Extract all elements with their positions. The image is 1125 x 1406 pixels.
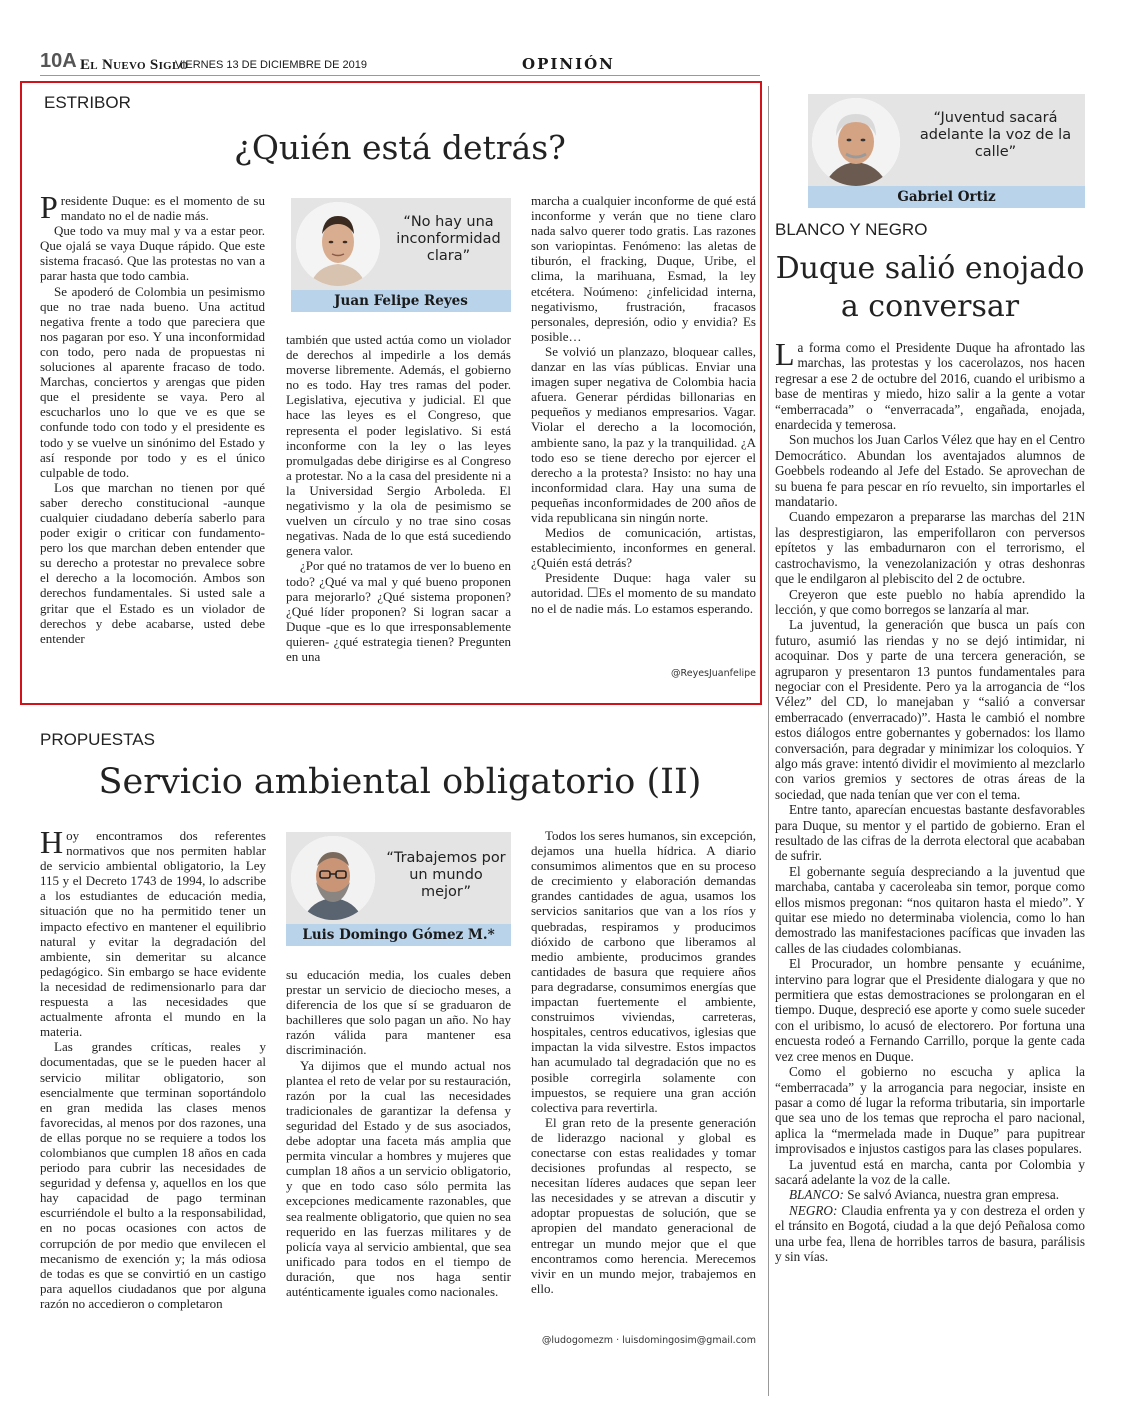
- title-line: Duque salió enojado: [775, 251, 1085, 286]
- paragraph: también que usted actúa como un violador de derechos al impedirle a los demás moverse libremente. Además, el gobierno no es todo. Hay tres ramas del poder. Legislativa, ejecutiva y judicial. El que hace las leyes es el Congreso, que representa el poder legislativo. Si está inconforme con la ley o las leyes promulgadas debe dirigirse es al Congreso a protestar. No a la casa del presidente ni a la Universidad Sergio Arboleda. El negativismo y la ola de pesimismo se vuelven un círculo y no trae sino cosas negativas. Nada de lo que está sucediendo genera valor.: [286, 332, 511, 559]
- paragraph: ¿Por qué no tratamos de ver lo bueno en todo? ¿Qué va mal y qué bueno proponen para mejorarlo? ¿Qué sistema proponen? ¿Qué líder proponen? Si logran sacar a Duque -que es lo que irresponsablemente quieren- ¿qué estrategia tienen? Pregunten en una: [286, 558, 511, 664]
- article1-title: ¿Quién está detrás?: [234, 128, 566, 167]
- paragraph: Todos los seres humanos, sin excepción, dejamos una huella hídrica. A diario consumimos alimentos que en su proceso de crecimiento y elaboración demandas grandes cantidades de agua, usamos los servicios sanitarios que van a los ríos y quebradas, respiramos y producimos dióxido de carbono que liberamos al medio ambiente, producimos grandes cantidades de basura que requiere años para degradarse, consumimos energías que impactan fuertemente el ambiente, construimos viviendas, carreteras, hospitales, centros educativos, iglesias que impactan la vida silvestre. Estos impactos han acumulado tal degradación que no es posible corregirla solamente con impuestos, se requiere una gran acción colectiva para revertirla.: [531, 828, 756, 1115]
- header-rule: [40, 75, 760, 76]
- column-divider: [768, 86, 769, 1396]
- author-profile-card: [808, 94, 1085, 208]
- paragraph: a forma como el Presidente Duque ha afrontado las marchas, las protestas y los cacerolazos, nos hacen regresar a ese 2 de octubre del 2016, cuando el uribismo a base de mentiras y miedo, hizo salir a la gente a votar “emberracada” o “enverracada”, engañada, enojada, enardecida y temerosa.: [775, 340, 1085, 433]
- paragraph: residente Duque: es el momento de su mandato no el de nadie más.: [60, 193, 265, 224]
- paragraph: Que todo va muy mal y va a estar peor. Que ojalá se vaya Duque rápido. Que este sistema fracasó. Que las protestas no van a parar hasta que todo cambia.: [40, 223, 265, 284]
- article2-column-1: [40, 824, 266, 1311]
- blanco-note: [775, 1187, 1085, 1202]
- author-name: Juan Felipe Reyes: [291, 290, 511, 312]
- paragraph: Como el gobierno no escucha y aplica la “emberracada” y la arrogancia para negociar, insiste en pasar a como dé lugar la reforma tributaria, sin importarle que sea uno de los temas que reprocha el paro nacional, aplica la “mermelada made in Duque” para pupitrear improvisados e injustos castigos para las clases populares.: [775, 1064, 1085, 1157]
- paragraph: Ya dijimos que el mundo actual nos plantea el reto de velar por su restauración, razón por la cual las necesidades tradicionales de garantizar la defensa y seguridad del Estado y de sus asociados, debe adoptar una faceta más amplia que permita vincular a hombres y mujeres que cumplan 18 años a un servicio obligatorio, y que en todo caso sólo permita las excepciones medicamente razonables, que sea realmente obligatorio, que quien no sea requerido en las fuerzas militares y de policía vaya al servicio ambiental, que sea unificado para todos en el tiempo de duración, que nos haga sentir auténticamente iguales como nacionales.: [286, 1057, 511, 1299]
- paragraph: Los que marchan no tienen por qué saber derecho constitucional -aunque cualquier ciudadano debería saberlo para poder exigir o criticar con fundamento- pero los que marchan deben entender que su derecho a protestar no prevalece sobre el derecho a la locomoción. Ambos son derechos fundamentales. Si usted sale a gritar que el Estado es un violador de derechos y debe acabarse, usted debe entender: [40, 479, 265, 646]
- author-name: Gabriel Ortiz: [808, 186, 1085, 208]
- blanco-label: BLANCO:: [789, 1187, 844, 1203]
- negro-label: NEGRO:: [789, 1202, 838, 1218]
- paragraph: Creyeron que este pueblo no había aprendido la lección, y que como borregos se lanzaría al mar.: [775, 586, 1085, 617]
- dropcap: L: [775, 336, 795, 372]
- paragraph: oy encontramos dos referentes normativos que nos permiten hablar de servicio ambiental obligatorio, la Ley 115 y el Decreto 1743 de 1994, lo adscribe a los estudiantes de educación media, situación que no ha permitido tener un impacto efectivo en mantener el equilibrio natural y evitar la degradación del ambiente, sin demeritar su alcance pedagógico. Sin embargo se hace evidente la necesidad de redimensionarlo para dar respuesta a las necesidades que actualmente afronta el mundo en la materia.: [40, 828, 266, 1040]
- author-contact[interactable]: @ludogomezm · luisdomingosim@gmail.com: [541, 1335, 756, 1346]
- paragraph: Entre tanto, aparecían encuestas bastante desfavorables para Duque, su mentor y el partido de gobierno. Eran el resultado de las cifras de la derrota electoral que acababan de sufrir.: [775, 802, 1085, 864]
- article2-column-2: [286, 967, 511, 1299]
- article3-kicker: BLANCO Y NEGRO: [775, 220, 928, 239]
- paragraph: su educación media, los cuales deben prestar un servicio de dieciocho meses, a diferencia de los que sí se graduaron de bachilleres que solo pagan un año. No hay razón válida para mantener esa discriminación.: [286, 967, 511, 1058]
- author-photo: [812, 98, 900, 186]
- article2-column-3: [531, 828, 756, 1296]
- negro-note: [775, 1203, 1085, 1265]
- negro-text: Claudia enfrenta ya y con destreza el orden y el tránsito en Bogotá, ciudad a la que dejó Peñalosa como una urbe fea, llena de horribles tarros de basura, parálisis y sin vías.: [775, 1202, 1086, 1264]
- article1-column-3: [531, 193, 756, 616]
- author-photo: [296, 202, 380, 286]
- article1-column-1: [40, 189, 265, 646]
- dropcap: H: [40, 824, 64, 860]
- paragraph: Presidente Duque: haga valer su autoridad. ☐Es el momento de su mandato no el de nadie más. Lo estamos esperando.: [531, 570, 756, 616]
- article2-title: Servicio ambiental obligatorio (II): [98, 762, 702, 802]
- paragraph: La juventud, la generación que busca un país con futuro, asumió las riendas y no se dejó intimidar, ni acoquinar. Dos y parte de una tercera generación, se agruparon y presentaron 13 puntos fundamentales para negociar con el Presidente. Pero ya la arrogancia de “los Vélez” del CD, lo manejaban y “salió a conversar emberracado (enverracado)”. Hasta le cambió el nombre estos diálogos entre gobernantes y gobernados: los llamo conversación, para degradar y minimizar los coloquios. Y algo más grave: intentó dividir el movimiento al mezclarlo con varios gremios y sectores de otras áreas de la sociedad, que nada tenían que ver con el tema.: [775, 617, 1085, 802]
- newspaper-name: El Nuevo Siglo: [80, 57, 189, 73]
- blanco-text: Se salvó Avianca, nuestra gran empresa.: [847, 1187, 1060, 1203]
- article1-kicker: ESTRIBOR: [44, 93, 131, 112]
- paragraph: La juventud está en marcha, canta por Colombia y sacará adelante la voz de la calle.: [775, 1156, 1085, 1187]
- author-profile-card: [286, 832, 511, 946]
- paragraph: Se volvió un planzazo, bloquear calles, danzar en las vías públicas. Enviar una imagen super negativa de Colombia hacia afuera. Generar pérdidas billonarias en pequeños y medianos empresarios. Vagar. Violar el derecho a la locomoción, ambiente sano, la paz y la tranquilidad. ¿A todo eso se tiene derecho por ejercer el derecho a la protesta? Insisto: no hay una inconformidad clara. Hay una suma de pequeñas inconformidades de 200 años de vida republicana sin ningún norte.: [531, 343, 756, 525]
- paragraph: marcha a cualquier inconforme de qué está inconforme y verán que no tiene claro nada salvo querer todo gratis. Las razones son variopintas. Fenómeno: las aletas de tiburón, el fracking, Duque, Uribe, el clima, la marihuana, Esmad, la ley etcétera. Noúmeno: ¿infelicidad interna, negativismo, frustración, fracasos personales, depresión, odio y envidia? Es posible…: [531, 193, 756, 344]
- paragraph: El Procurador, un hombre pensante y ecuánime, intervino para lograr que el Presidente dialogara y que no permitiera que estas demostraciones se prolongaran en el tiempo. Duque, despreció ese aporte y como suele suceder con el uribismo, lo acusó de electorero. Por fortuna una encuesta rodeó a Fernando Carrillo, porque la gente cada vez cree menos en Duque.: [775, 956, 1085, 1064]
- pull-quote: “Juventud sacará adelante la voz de la calle”: [919, 110, 1072, 160]
- paragraph: Cuando empezaron a prepararse las marchas del 21N las desprestigiaron, las emperifollaron con perversos epítetos y las embadurnaron con el terrorismo, el castrochavismo, la venezolanización y otras deshonras que le endilgaron al plebiscito del 2 de octubre.: [775, 509, 1085, 587]
- title-line: a conversar: [840, 289, 1020, 324]
- dropcap: P: [40, 189, 58, 225]
- author-profile-card: [291, 198, 511, 312]
- page-number: 10A: [40, 50, 77, 72]
- author-photo: [291, 836, 375, 920]
- author-name: Luis Domingo Gómez M.*: [286, 924, 511, 946]
- author-handle[interactable]: @ReyesJuanfelipe: [671, 668, 756, 679]
- article2-kicker: PROPUESTAS: [40, 730, 155, 749]
- issue-date: VIERNES 13 DE DICIEMBRE DE 2019: [175, 59, 367, 71]
- paragraph: Se apoderó de Colombia un pesimismo que no trae nada bueno. Una actitud negativa frente a todo que pareciera que nos pagaran por eso. Y una inconformidad con todo, pero nada de propuestas ni soluciones al aparente fracaso de todo. Marchas, conciertos y arengas que piden que el presidente se vaya. Pero al escucharlos uno lo que ve es que se confunde todo con todo y el presidente es todo y se vuelve un sinónimo del Estado y así responde por todo y es el único culpable de todo.: [40, 283, 265, 480]
- paragraph: El gran reto de la presente generación de liderazgo nacional y global es conectarse con estas realidades y tomar decisiones profundas al respecto, se necesitan líderes audaces que sepan leer las necesidades y se atrevan a discutir y adoptar propuestas de solución, que se apropien del mandato generacional de entregar un mundo mejor que el que encontramos como herencia. Merecemos vivir en un mundo mejor, trabajemos en ello.: [531, 1114, 756, 1296]
- pull-quote: “No hay una inconformidad clara”: [396, 214, 501, 264]
- article3-body: [775, 336, 1086, 1264]
- paragraph: El gobernante seguía despreciando a la juventud que marchaba, cantaba y caceroleaba sin temor, porque como ellos mismos pregonan: “nos quitaron hasta el miedo”. Y quitar ese miedo no determinaba violencia, como lo han demostrado las manifestaciones pacíficas que invaden las calles de las ciudades colombianas.: [775, 863, 1085, 956]
- paragraph: Las grandes críticas, reales y documentadas, que se le pueden hacer al servicio militar obligatorio, son esencialmente que terminan soportándolo en gran medida las clases menos favorecidas, al menos por dos razones, una de ellas porque no se requiere a todos los colombianos que cumplen 18 años en cada periodo para cubrir las necesidades de seguridad y defensa y, aquellos en los que hay capacidad de pago terminan escurriéndole el bulto a la responsabilidad, en no pocas ocasiones con actos de corrupción de por medio que envilecen el mecanismo de exención y; la más odiosa de todas es que se convirtió en un castigo para aquellos ciudadanos que por alguna razón no accedieron o completaron: [40, 1039, 266, 1311]
- paragraph: Medios de comunicación, artistas, establecimiento, inconformes en general. ¿Quién está detrás?: [531, 525, 756, 571]
- article1-column-2: [286, 332, 511, 664]
- paragraph: Son muchos los Juan Carlos Vélez que hay en el Centro Democrático. Abundan los aventajados alumnos de Goebbels rodeando al Jefe del Estado. Se aprovechan de su buena fe para pescar en río revuelto, sin importarles el mandatario.: [775, 432, 1085, 510]
- section-title: OPINIÓN: [522, 55, 615, 73]
- article3-title: [772, 250, 1088, 326]
- pull-quote: “Trabajemos por un mundo mejor”: [386, 850, 506, 900]
